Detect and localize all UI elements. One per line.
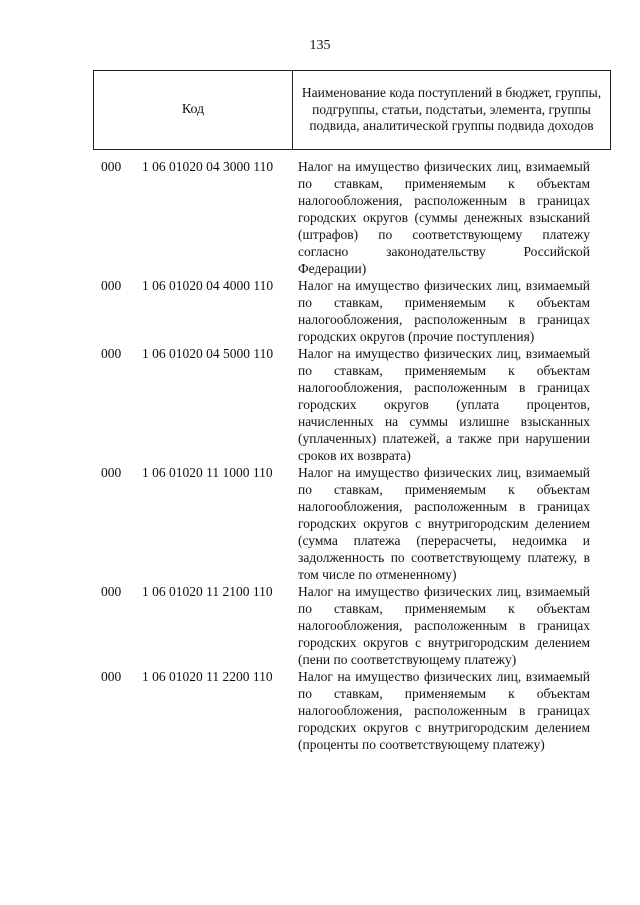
- header-name-label: Наименование кода поступлений в бюджет, группы, подгруппы, статьи, подстатьи, элемента, группы подвида, аналитической группы подвида доходов: [301, 85, 602, 134]
- admin-code: 000: [101, 584, 122, 599]
- revenue-name: Налог на имущество физических лиц, взимаемый по ставкам, применяемым к объектам налогообложения, расположенным в границах городских округов с внутригородским делением (сумма платежа (перерасчеты, недоимка и задолженность по соответствующему платежу, в том числе по отмененному): [298, 465, 590, 582]
- table-header: [93, 70, 611, 150]
- revenue-name: Налог на имущество физических лиц, взимаемый по ставкам, применяемым к объектам налогообложения, расположенным в границах городских округов с внутригородским делением (проценты по соответствующему платежу): [298, 669, 590, 752]
- header-code-label: Код: [181, 102, 205, 117]
- admin-code: 000: [101, 465, 122, 480]
- revenue-code: 1 06 01020 11 1000 110: [142, 465, 273, 480]
- table-body: [0, 158, 640, 753]
- admin-code: 000: [101, 669, 122, 684]
- revenue-name: Налог на имущество физических лиц, взимаемый по ставкам, применяемым к объектам налогообложения, расположенным в границах городских округов (суммы денежных взысканий (штрафов) по соответствующему платежу согласно законодательству Российской Федерации): [298, 159, 590, 276]
- page-number: 135: [309, 38, 331, 53]
- table-row: [0, 668, 640, 753]
- header-code-cell: [94, 71, 293, 149]
- revenue-code: 1 06 01020 04 5000 110: [142, 346, 274, 361]
- table-row: [0, 277, 640, 345]
- revenue-code: 1 06 01020 04 3000 110: [142, 159, 274, 174]
- revenue-code: 1 06 01020 11 2200 110: [142, 669, 273, 684]
- revenue-code: 1 06 01020 11 2100 110: [142, 584, 273, 599]
- table-row: [0, 464, 640, 583]
- revenue-code: 1 06 01020 04 4000 110: [142, 278, 274, 293]
- admin-code: 000: [101, 346, 122, 361]
- revenue-name: Налог на имущество физических лиц, взимаемый по ставкам, применяемым к объектам налогообложения, расположенным в границах городских округов с внутригородским делением (пени по соответствующему платежу): [298, 584, 590, 667]
- table-row: [0, 345, 640, 464]
- table-row: [0, 583, 640, 668]
- admin-code: 000: [101, 278, 122, 293]
- admin-code: 000: [101, 159, 122, 174]
- header-name-cell: [293, 71, 610, 149]
- revenue-name: Налог на имущество физических лиц, взимаемый по ставкам, применяемым к объектам налогообложения, расположенным в границах городских округов (прочие поступления): [298, 278, 590, 344]
- revenue-name: Налог на имущество физических лиц, взимаемый по ставкам, применяемым к объектам налогообложения, расположенным в границах городских округов (уплата процентов, начисленных на суммы излишне взысканных (уплаченных) платежей, а также при нарушении сроков их возврата): [298, 346, 590, 463]
- table-row: [0, 158, 640, 277]
